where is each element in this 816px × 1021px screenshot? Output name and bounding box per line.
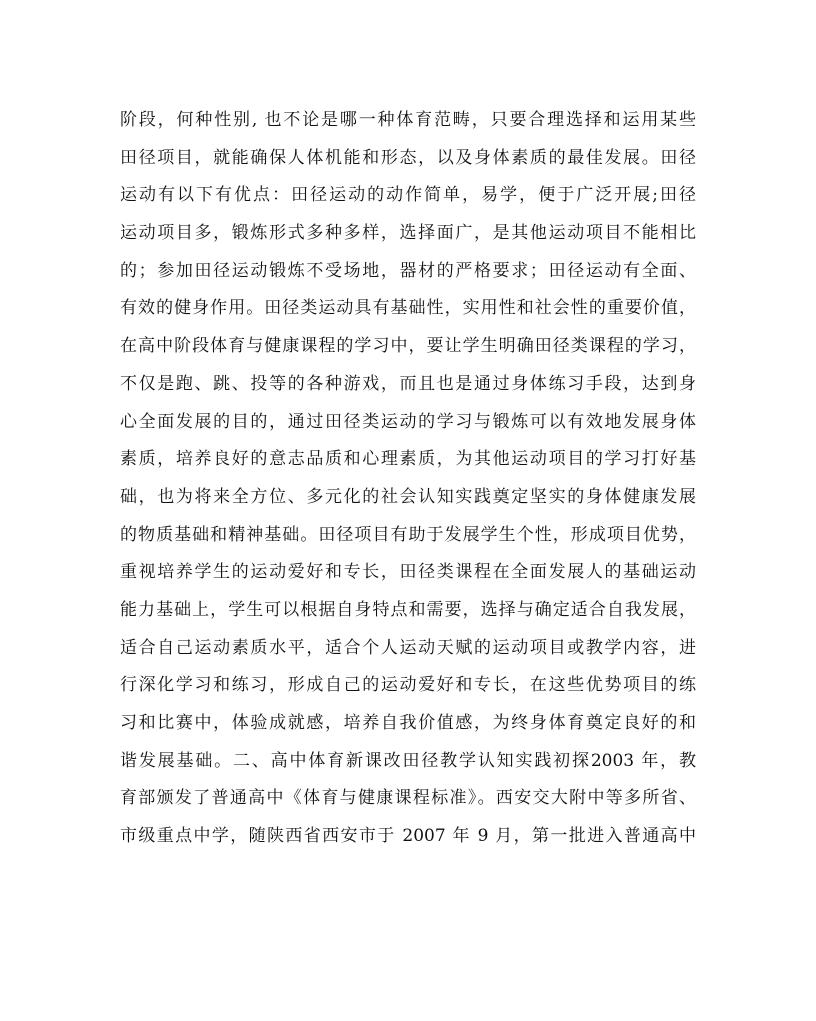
text-line: 适合自己运动素质水平，适合个人运动天赋的运动项目或教学内容，进: [120, 637, 696, 658]
text-line: 的；参加田径运动锻炼不受场地，器材的严格要求；田径运动有全面、: [120, 260, 696, 281]
text-line: 的物质基础和精神基础。田径项目有助于发展学生个性，形成项目优势，: [120, 524, 696, 545]
text-line: 在高中阶段体育与健康课程的学习中，要让学生明确田径类课程的学习，: [120, 336, 696, 357]
text-line: 行深化学习和练习，形成自己的运动爱好和专长，在这些优势项目的练: [120, 675, 696, 696]
text-line: 重视培养学生的运动爱好和专长，田径类课程在全面发展人的基础运动: [120, 562, 696, 583]
text-line: 心全面发展的目的，通过田径类运动的学习与锻炼可以有效地发展身体: [120, 411, 696, 432]
text-line: 谐发展基础。二、高中体育新课改田径教学认知实践初探2003 年，教: [120, 750, 696, 771]
text-line: 不仅是跑、跳、投等的各种游戏，而且也是通过身体练习手段，达到身: [120, 373, 696, 394]
text-line: 育部颁发了普通高中《体育与健康课程标准》。西安交大附中等多所省、: [120, 788, 696, 809]
text-line: 市级重点中学，随陕西省西安市于 2007 年 9 月，第一批进入普通高中: [120, 826, 696, 847]
text-line: 有效的健身作用。田径类运动具有基础性，实用性和社会性的重要价值，: [120, 298, 696, 319]
text-line: 础，也为将来全方位、多元化的社会认知实践奠定坚实的身体健康发展: [120, 486, 696, 507]
text-line: 运动项目多，锻炼形式多种多样，选择面广，是其他运动项目不能相比: [120, 223, 696, 244]
body-paragraph: [120, 102, 696, 856]
text-line: 素质，培养良好的意志品质和心理素质，为其他运动项目的学习打好基: [120, 449, 696, 470]
text-line: 能力基础上，学生可以根据自身特点和需要，选择与确定适合自我发展，: [120, 599, 696, 620]
text-line: 田径项目，就能确保人体机能和形态，以及身体素质的最佳发展。田径: [120, 147, 696, 168]
text-line: 阶段，何种性别, 也不论是哪一种体育范畴，只要合理选择和运用某些: [120, 110, 696, 130]
text-line: 运动有以下有优点：田径运动的动作简单，易学，便于广泛开展;田径: [120, 185, 696, 206]
text-line: 习和比赛中，体验成就感，培养自我价值感，为终身体育奠定良好的和: [120, 713, 696, 733]
